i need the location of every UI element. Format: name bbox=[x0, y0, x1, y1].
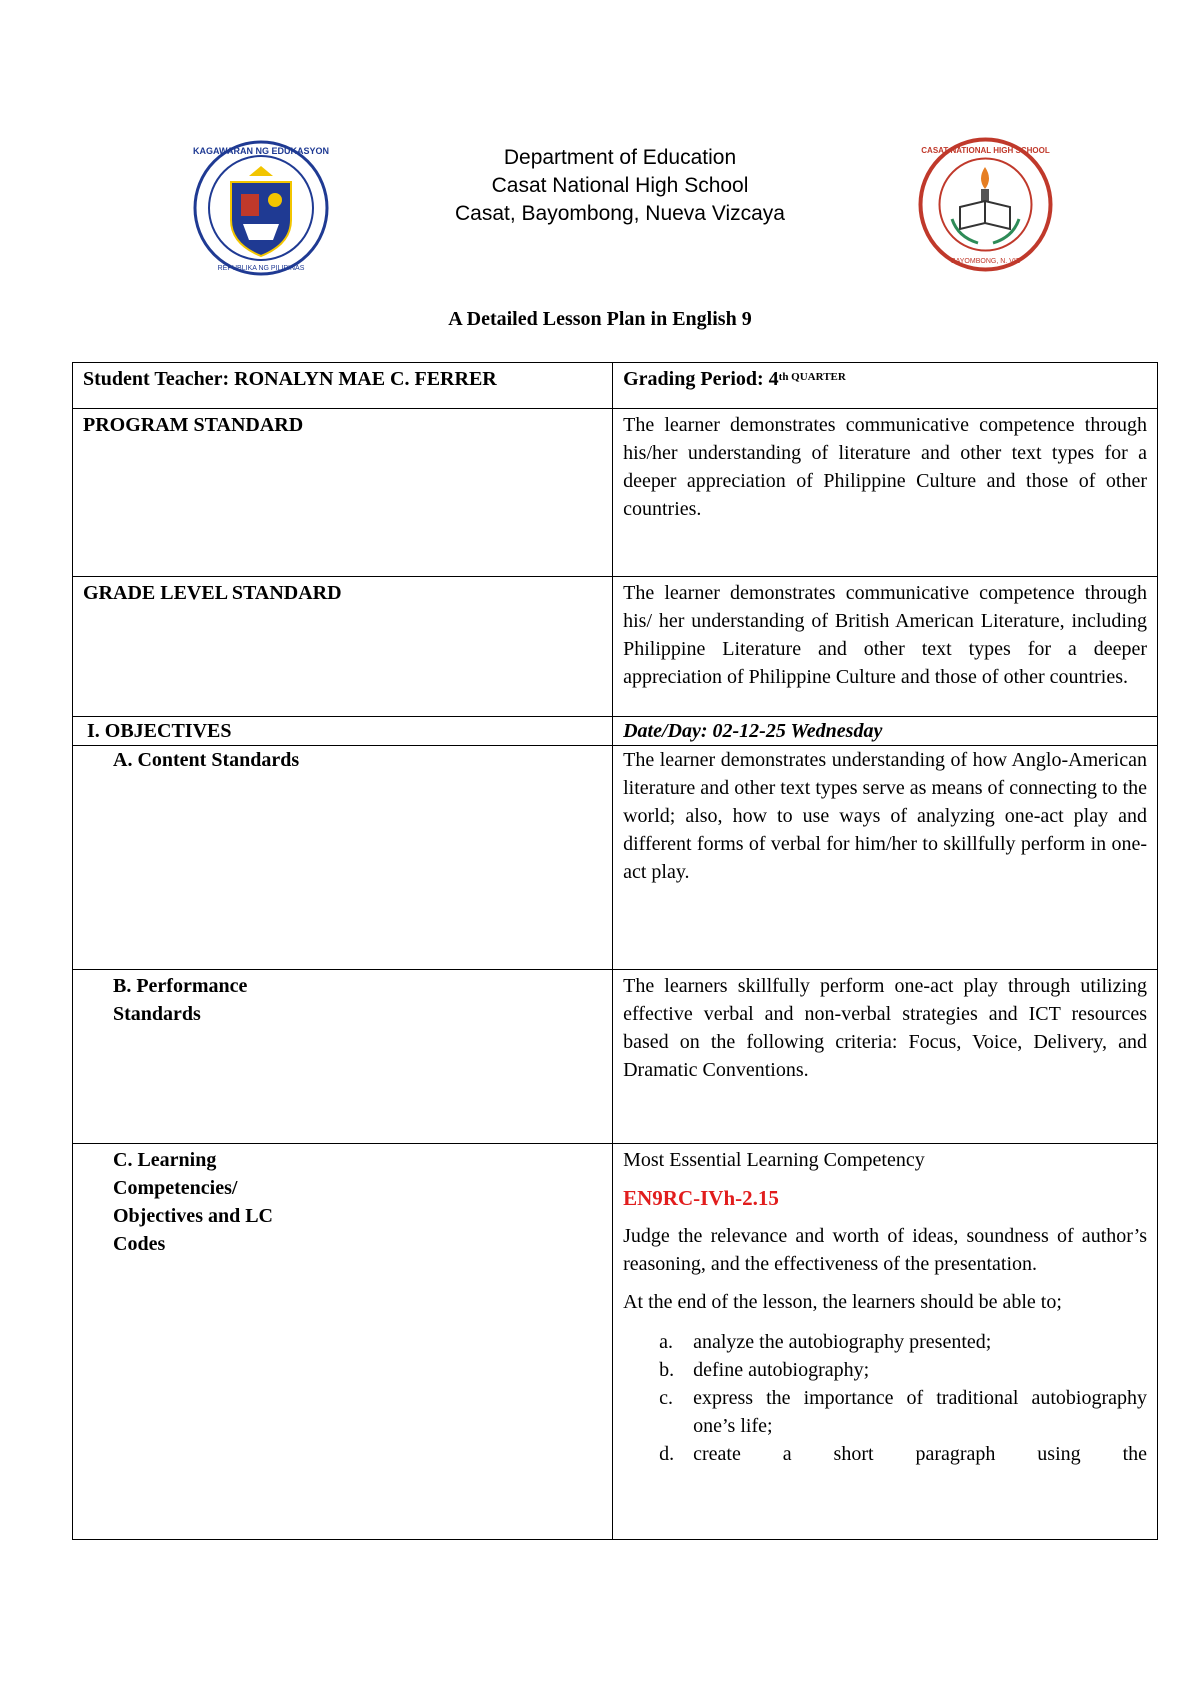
svg-text:BAYOMBONG, N. VIZ: BAYOMBONG, N. VIZ bbox=[950, 258, 1021, 265]
program-standard-label: PROGRAM STANDARD bbox=[83, 414, 304, 436]
list-marker: a. bbox=[659, 1331, 673, 1353]
performance-standards-label-1: B. Performance bbox=[113, 975, 248, 997]
table-row bbox=[73, 363, 1158, 409]
organization-block bbox=[340, 144, 900, 228]
grade-level-label-cell bbox=[73, 577, 613, 717]
list-item-text: analyze the autobiography presented; bbox=[693, 1331, 992, 1353]
document-header bbox=[0, 0, 1200, 290]
date-day-cell bbox=[613, 717, 1158, 746]
program-standard-text: The learner demonstrates communicative competence through his/her understanding of literature and other text types for a deeper appreciation of Philippine Culture and those of other countries. bbox=[623, 414, 1147, 520]
svg-text:CASAT NATIONAL HIGH SCHOOL: CASAT NATIONAL HIGH SCHOOL bbox=[921, 146, 1050, 155]
content-standards-label: A. Content Standards bbox=[113, 749, 300, 771]
table-row bbox=[73, 717, 1158, 746]
performance-standards-label-cell bbox=[73, 970, 613, 1144]
grade-level-text: The learner demonstrates communicative competence through his/ her understanding of British American Literature, including Philippine Literature and other text types for a deeper appreciation of Philippine Culture and those of other countries. bbox=[623, 582, 1147, 688]
content-standards-label-cell bbox=[73, 746, 613, 970]
list-item-text: create a short paragraph using the bbox=[693, 1443, 1147, 1465]
learning-competencies-label-3: Objectives and LC bbox=[113, 1205, 273, 1227]
list-item bbox=[623, 1328, 1147, 1356]
list-item-text: define autobiography; bbox=[693, 1359, 870, 1381]
objectives-label-cell bbox=[73, 717, 613, 746]
grading-period-sup: th QUARTER bbox=[778, 371, 846, 383]
performance-standards-label-2: Standards bbox=[113, 1003, 201, 1025]
program-standard-text-cell bbox=[613, 409, 1158, 577]
grading-period-label: Grading Period: 4 bbox=[623, 368, 779, 390]
program-standard-label-cell bbox=[73, 409, 613, 577]
date-day: Date/Day: 02-12-25 Wednesday bbox=[623, 720, 883, 742]
melc-text: Judge the relevance and worth of ideas, soundness of author’s reasoning, and the effectiveness of the presentation. bbox=[623, 1225, 1147, 1275]
melc-code: EN9RC-IVh-2.15 bbox=[623, 1186, 779, 1210]
performance-standards-text-cell bbox=[613, 970, 1158, 1144]
objectives-list bbox=[623, 1328, 1147, 1468]
content-standards-text-cell bbox=[613, 746, 1158, 970]
list-item bbox=[623, 1384, 1147, 1440]
org-address: Casat, Bayombong, Nueva Vizcaya bbox=[455, 202, 785, 225]
svg-text:REPUBLIKA NG PILIPINAS: REPUBLIKA NG PILIPINAS bbox=[217, 265, 305, 272]
grade-level-label: GRADE LEVEL STANDARD bbox=[83, 582, 342, 604]
grading-period-cell bbox=[613, 363, 1158, 409]
learning-competencies-text-cell bbox=[613, 1144, 1158, 1540]
list-item-text: express the importance of traditional autobiography one’s life; bbox=[693, 1387, 1147, 1437]
lesson-plan-table bbox=[72, 362, 1158, 1540]
content-standards-text: The learner demonstrates understanding of how Anglo-American literature and other text types serve as means of connecting to the world; also, how to use ways of analyzing one-act play and different forms of verbal for him/her to skillfully perform in one-act play. bbox=[623, 749, 1147, 883]
end-of-lesson-text: At the end of the lesson, the learners should be able to; bbox=[623, 1291, 1062, 1313]
org-school: Casat National High School bbox=[491, 174, 749, 197]
table-row bbox=[73, 577, 1158, 717]
teacher-label: Student Teacher: RONALYN MAE C. FERRER bbox=[83, 368, 497, 390]
table-row bbox=[73, 970, 1158, 1144]
teacher-cell bbox=[73, 363, 613, 409]
melc-heading: Most Essential Learning Competency bbox=[623, 1149, 925, 1171]
school-seal-icon bbox=[918, 137, 1053, 272]
learning-competencies-label-1: C. Learning bbox=[113, 1149, 217, 1171]
svg-text:KAGAWARAN NG EDUKASYON: KAGAWARAN NG EDUKASYON bbox=[193, 146, 329, 156]
table-row bbox=[73, 1144, 1158, 1540]
deped-seal-icon bbox=[193, 140, 329, 276]
learning-competencies-label-4: Codes bbox=[113, 1233, 166, 1255]
learning-competencies-label-cell bbox=[73, 1144, 613, 1540]
list-item bbox=[623, 1440, 1147, 1468]
learning-competencies-label-2: Competencies/ bbox=[113, 1177, 238, 1199]
table-row bbox=[73, 409, 1158, 577]
org-department: Department of Education bbox=[503, 146, 737, 169]
grade-level-text-cell bbox=[613, 577, 1158, 717]
list-marker: d. bbox=[659, 1443, 675, 1465]
list-item bbox=[623, 1356, 1147, 1384]
list-marker: c. bbox=[659, 1387, 673, 1409]
document-title: A Detailed Lesson Plan in English 9 bbox=[448, 308, 752, 330]
table-row bbox=[73, 746, 1158, 970]
list-marker: b. bbox=[659, 1359, 675, 1381]
performance-standards-text: The learners skillfully perform one-act play through utilizing effective verbal and non-verbal strategies and ICT resources based on the following criteria: Focus, Voice, Delivery, and Dramatic Conventions. bbox=[623, 975, 1147, 1081]
objectives-label: I. OBJECTIVES bbox=[87, 720, 232, 742]
